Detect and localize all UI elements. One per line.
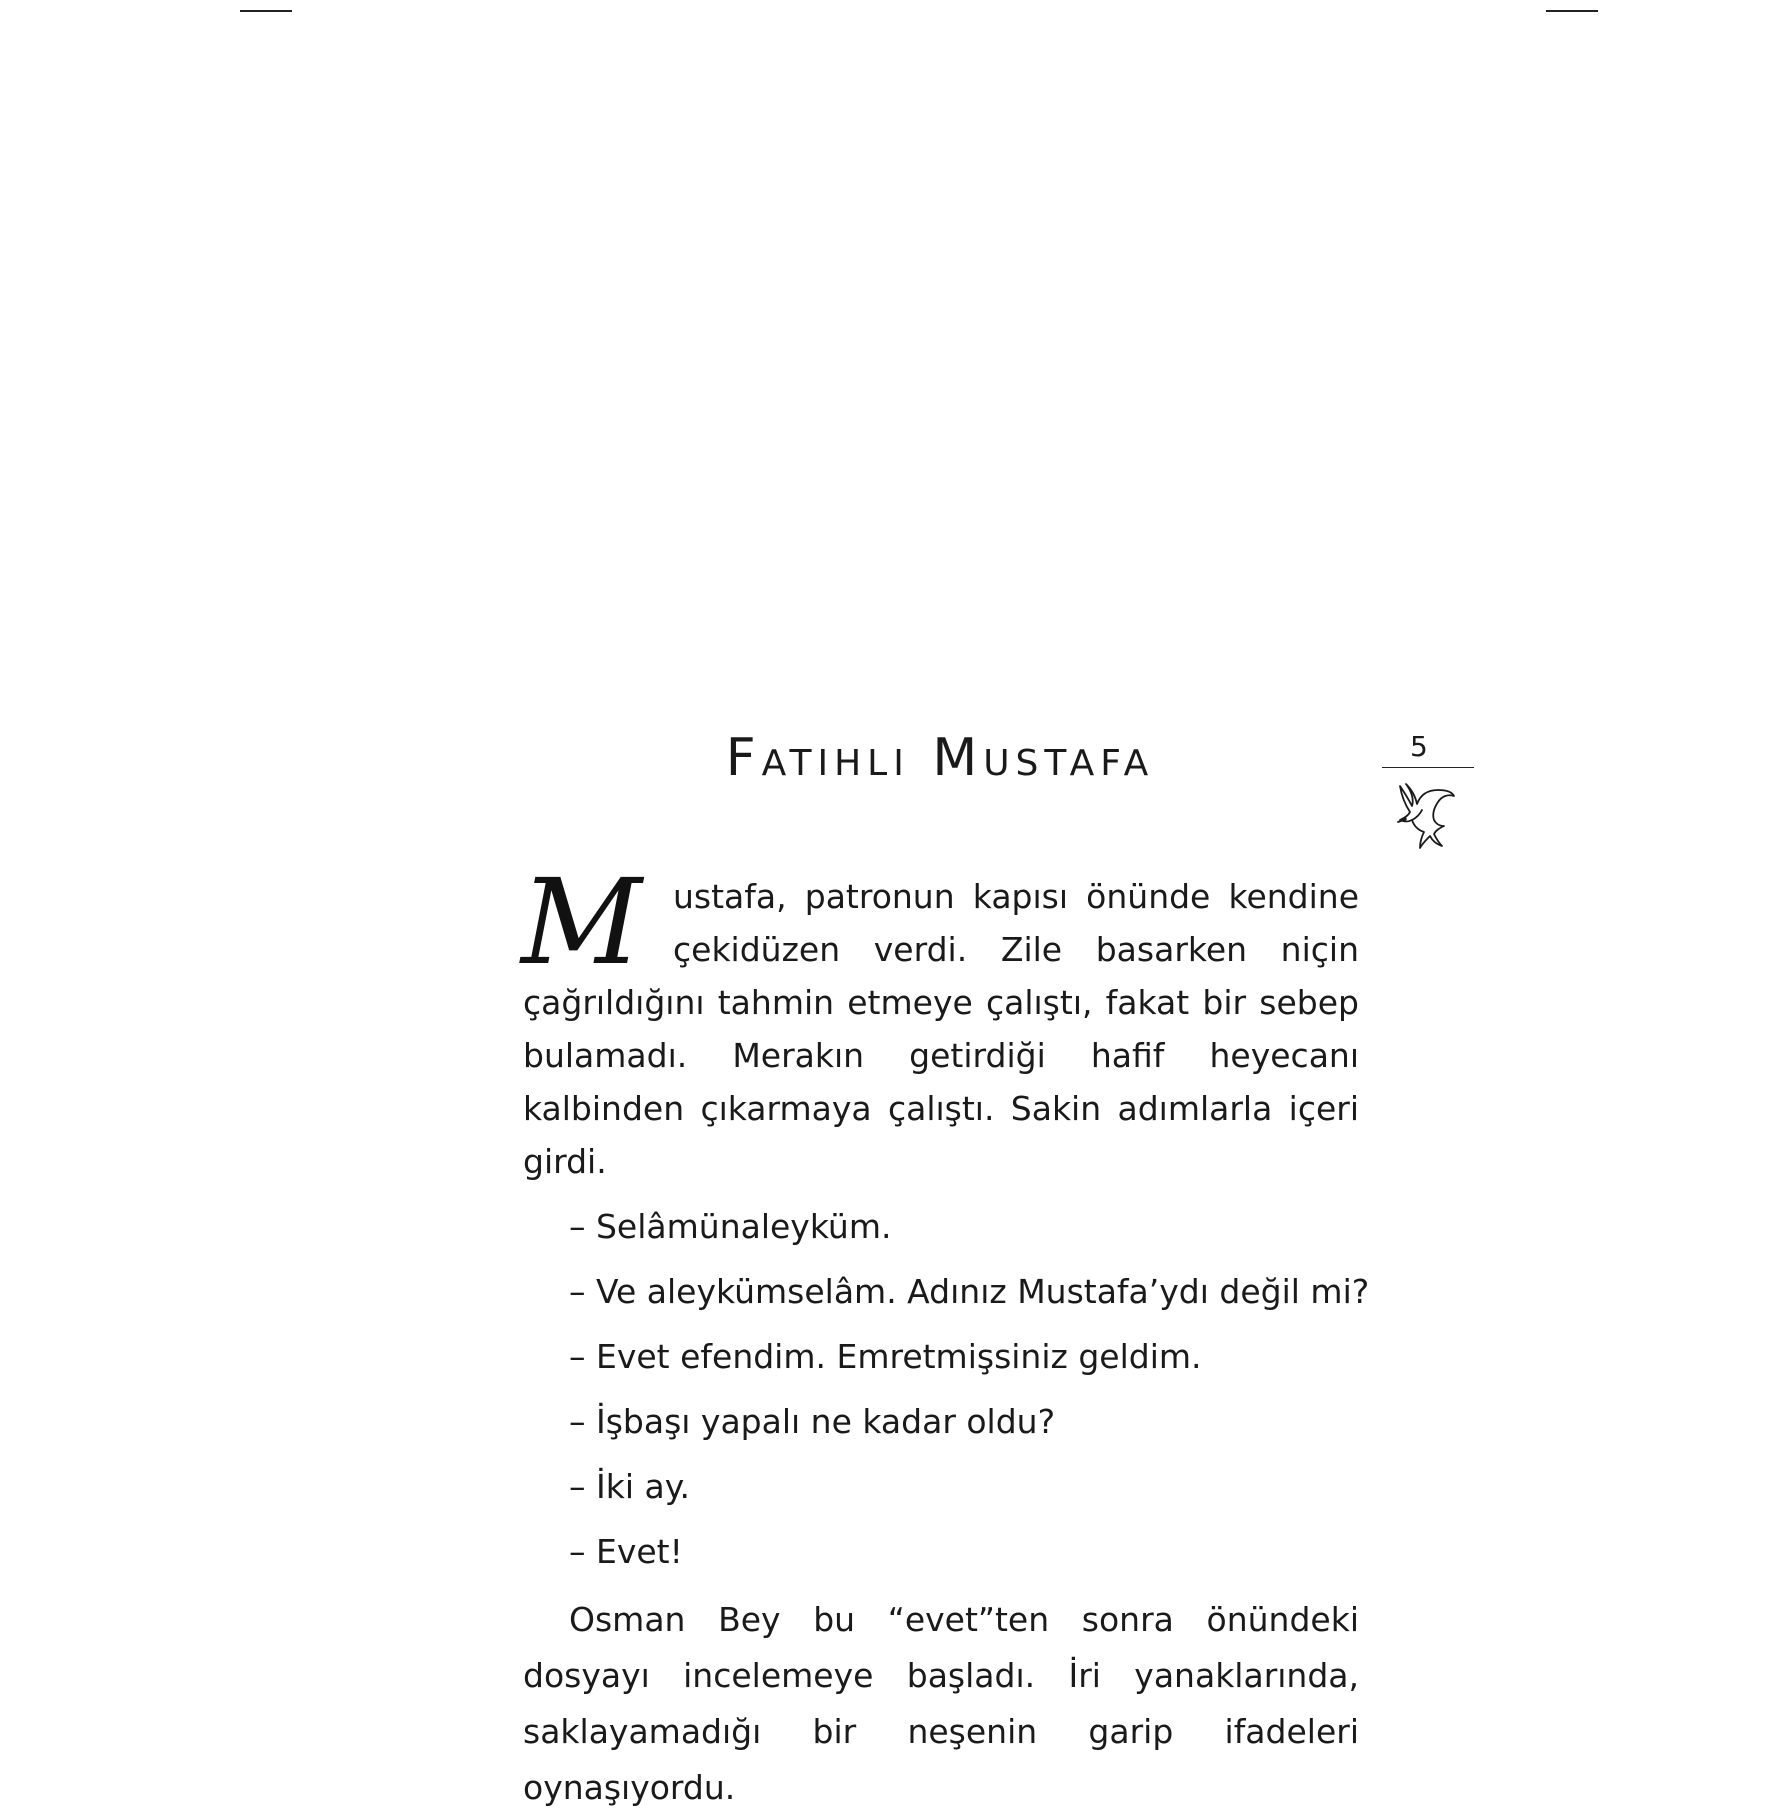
dialogue-line: – Evet efendim. Emretmişsiniz geldim. bbox=[569, 1337, 1202, 1376]
page-number-block bbox=[1382, 730, 1474, 850]
dialogue-line: – İki ay. bbox=[569, 1467, 691, 1506]
opening-paragraph bbox=[521, 853, 1359, 1188]
dialogue-line: – Ve aleykümselâm. Adınız Mustafa’ydı değil mi? bbox=[569, 1272, 1370, 1311]
chapter-body bbox=[521, 853, 1370, 1816]
page-number: 5 bbox=[1410, 730, 1428, 763]
crop-mark-right bbox=[1546, 10, 1598, 12]
dialogue-line: – Evet! bbox=[569, 1532, 683, 1571]
dove-icon bbox=[1390, 780, 1456, 850]
page-number-rule bbox=[1382, 767, 1474, 768]
closing-paragraph: Osman Bey bu “evet”ten sonra önündeki dosyayı incelemeye başladı. İri yanaklarında, saklayamadığı bir neşenin garip ifadeleri oynaşıyordu. bbox=[523, 1600, 1359, 1807]
dialogue-line: – İşbaşı yapalı ne kadar oldu? bbox=[569, 1402, 1056, 1441]
drop-cap: M bbox=[521, 853, 638, 991]
dialogue-line: – Selâmünaleyküm. bbox=[569, 1207, 892, 1246]
crop-mark-left bbox=[240, 10, 292, 12]
chapter-title: Fatihli Mustafa bbox=[725, 728, 1155, 788]
opening-paragraph-text: ustafa, patronun kapısı önünde kendine çekidüzen verdi. Zile basarken niçin çağrıldığını tahmin etmeye çalıştı, fakat bir sebep bulamadı. Merakın getirdiği hafif heyecanı kalbinden çıkarmaya çalıştı. Sakin adımlarla içeri girdi. bbox=[523, 877, 1359, 1181]
